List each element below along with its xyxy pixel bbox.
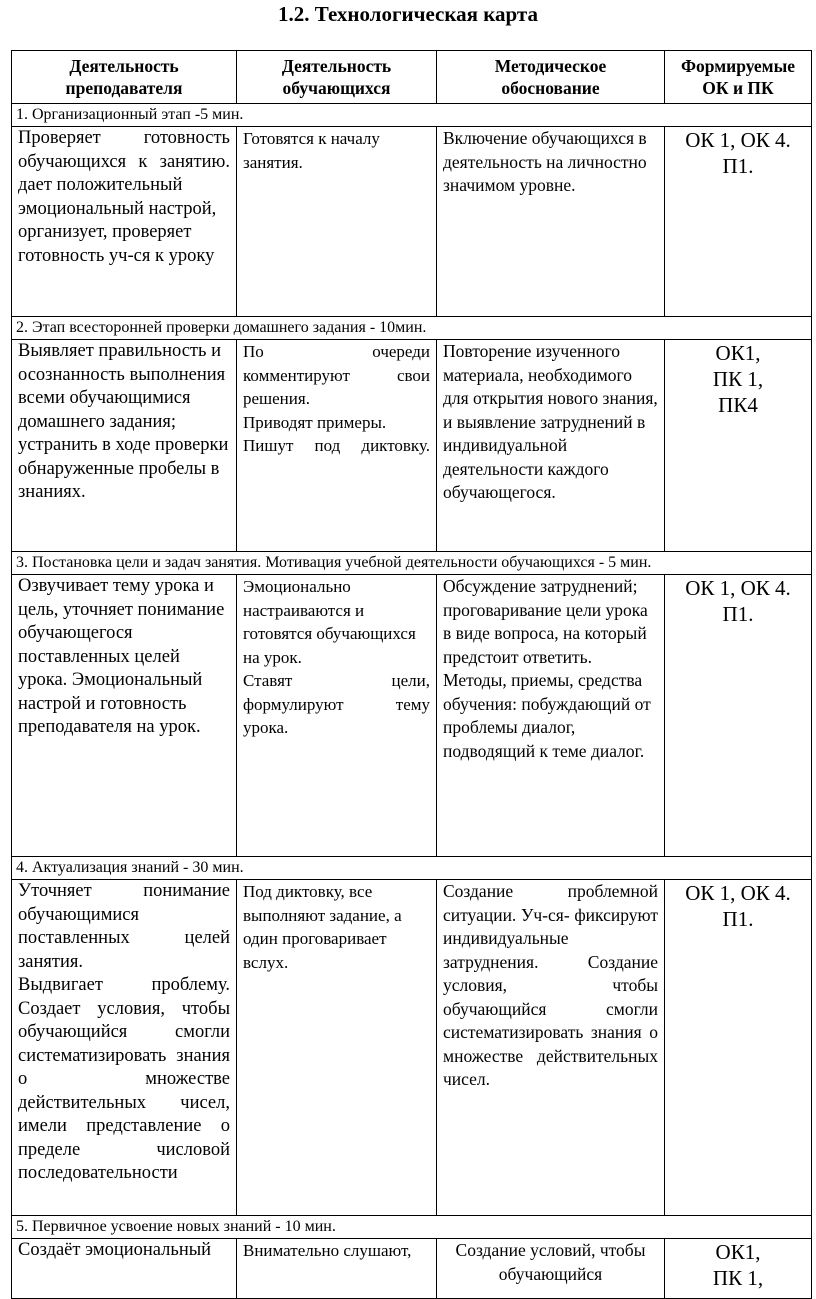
stage-row xyxy=(12,857,812,880)
rationale-text: Обсуждение затруднений; проговаривание цели урока в виде вопроса, на который предстоит ответить. Методы, приемы, средства обучения: побуждающий от проблемы диалог, подводящий к теме диалог. xyxy=(443,576,651,761)
teacher-activity-cell xyxy=(12,575,237,857)
student-activity-text: Под диктовку, все выполняют задание, а один проговаривает вслух. xyxy=(243,882,402,972)
teacher-activity-text: Озвучивает тему урока и цель, уточняет понимание обучающегося поставленных целей урока. Эмоциональный настрой и готовность преподавателя на урок. xyxy=(18,576,225,737)
stage-title: 2. Этап всесторонней проверки домашнего задания - 10мин. xyxy=(12,317,812,340)
student-activity-cell xyxy=(237,340,437,552)
student-activity-cell xyxy=(237,575,437,857)
teacher-activity-text: Уточняет понимание обучающимися поставленных целей занятия. xyxy=(18,881,230,972)
header-methodological-rationale: Методическое обоснование xyxy=(437,51,665,104)
competencies-cell: ОК 1, ОК 4. П1. xyxy=(665,127,812,317)
competencies-cell: ОК 1, ОК 4. П1. xyxy=(665,575,812,857)
header-student-activity: Деятельность обучающихся xyxy=(237,51,437,104)
student-activity-text: Внимательно слушают, xyxy=(243,1241,412,1260)
teacher-activity-text: Создаёт эмоциональный xyxy=(18,1240,212,1260)
teacher-activity-cell xyxy=(12,1239,237,1299)
student-activity-text: Пишут под диктовку. xyxy=(243,436,430,455)
teacher-activity-cell xyxy=(12,880,237,1216)
rationale-cell xyxy=(437,880,665,1216)
stage-title: 5. Первичное усвоение новых знаний - 10 мин. xyxy=(12,1216,812,1239)
stage-row xyxy=(12,317,812,340)
student-activity-text: Ставят цели, формулируют тему урока. xyxy=(243,671,430,737)
stage-row xyxy=(12,552,812,575)
technology-card-table xyxy=(11,50,812,1299)
student-activity-text: По очереди комментируют свои решения. xyxy=(243,342,430,408)
table-header-row xyxy=(12,51,812,104)
page-title: 1.2. Технологическая карта xyxy=(278,2,538,26)
stage-title: 4. Актуализация знаний - 30 мин. xyxy=(12,857,812,880)
teacher-activity-cell xyxy=(12,127,237,317)
rationale-cell xyxy=(437,1239,665,1299)
header-competencies: Формируемые ОК и ПК xyxy=(665,51,812,104)
teacher-activity-text: Выявляет правильность и осознанность выполнения всеми обучающимися домашнего задания; устранить в ходе проверки обнаруженные пробелы в знаниях. xyxy=(18,341,229,502)
rationale-cell xyxy=(437,340,665,552)
rationale-text: Создание условий, чтобы обучающийся xyxy=(455,1240,646,1284)
table-row xyxy=(12,340,812,552)
student-activity-cell xyxy=(237,1239,437,1299)
student-activity-text: Готовятся к началу занятия. xyxy=(243,129,380,172)
teacher-activity-text: Выдвигает проблему. Создает условия, чтобы обучающийся смогли систематизировать знания о множестве действительных чисел, имели представление о пределе числовой последовательности xyxy=(18,975,230,1183)
teacher-activity-text: дает положительный эмоциональный настрой, организует, проверяет готовность уч-ся к уроку xyxy=(18,175,217,266)
stage-title: 3. Постановка цели и задач занятия. Мотивация учебной деятельности обучающихся - 5 мин. xyxy=(12,552,812,575)
rationale-text: Создание проблемной ситуации. Уч-ся- фиксируют индивидуальные затруднения. Создание условия, чтобы обучающийся смогли систематизировать знания о множестве действительных чисел. xyxy=(443,881,658,1089)
table-row xyxy=(12,127,812,317)
stage-row xyxy=(12,1216,812,1239)
competencies-cell: ОК 1, ОК 4. П1. xyxy=(665,880,812,1216)
table-row xyxy=(12,880,812,1216)
stage-row xyxy=(12,104,812,127)
table-row xyxy=(12,575,812,857)
student-activity-text: Эмоционально настраиваются и готовятся обучающихся на урок. xyxy=(243,577,416,667)
student-activity-text: Приводят примеры. xyxy=(243,412,387,432)
rationale-text: Включение обучающихся в деятельность на личностно значимом уровне. xyxy=(443,128,647,195)
header-teacher-activity: Деятельность преподавателя xyxy=(12,51,237,104)
teacher-activity-text: Проверяет готовность обучающихся к занятию. xyxy=(18,128,230,172)
table-row xyxy=(12,1239,812,1299)
student-activity-cell xyxy=(237,880,437,1216)
rationale-cell xyxy=(437,575,665,857)
teacher-activity-cell xyxy=(12,340,237,552)
rationale-text: Повторение изученного материала, необходимого для открытия нового знания, и выявление затруднений в индивидуальной деятельности каждого обучающегося. xyxy=(443,341,658,502)
student-activity-cell xyxy=(237,127,437,317)
rationale-cell xyxy=(437,127,665,317)
stage-title: 1. Организационный этап -5 мин. xyxy=(12,104,812,127)
competencies-cell: ОК1, ПК 1, ПК4 xyxy=(665,340,812,552)
competencies-cell: ОК1, ПК 1, xyxy=(665,1239,812,1299)
